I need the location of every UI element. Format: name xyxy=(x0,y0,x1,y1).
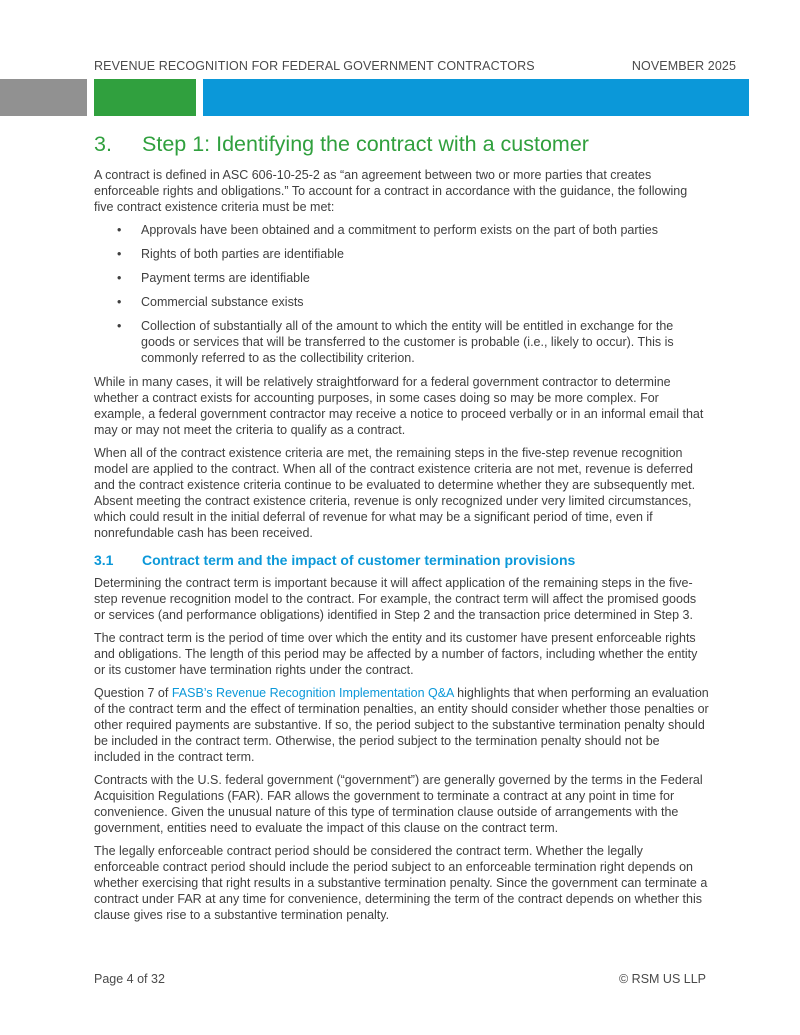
document-date: NOVEMBER 2025 xyxy=(631,59,736,73)
paragraph: Determining the contract term is important because it will affect application of the remaining steps in the five-step revenue recognition model to the contract. For example, the contract term will affect the promised goods or services (and performance obligations) identified in Step 2 and the transaction price determined in Step 3. xyxy=(94,576,697,622)
page-footer xyxy=(94,972,706,986)
subsection-number: 3.1 xyxy=(94,552,114,568)
section-title: Step 1: Identifying the contract with a customer xyxy=(142,132,589,156)
section-intro: A contract is defined in ASC 606-10-25-2 as “an agreement between two or more parties that creates enforceable rights and obligations.” To account for a contract in accordance with the guidance, the following five contract existence criteria must be met: xyxy=(94,168,688,214)
paragraph: The legally enforceable contract period should be considered the contract term. Whether the legally enforceable contract period should include the period subject to an enforceable termination right depends on whether exercising that right results in a substantive termination penalty. Since the government can terminate a contract under FAR at any time for convenience, determining the term of the contract depends on whether this clause gives rise to a substantive termination penalty. xyxy=(94,844,708,922)
paragraph: When all of the contract existence criteria are met, the remaining steps in the five-step revenue recognition model are applied to the contract. When all of the contract existence criteria are not met, revenue is deferred and the contract existence criteria continue to be evaluated to determine whether they are subsequently met. Absent meeting the contract existence criteria, revenue is only recognized under very limited circumstances, which could result in the initial deferral of revenue for what may be a significant period of time, even if nonrefundable cash has been received. xyxy=(94,446,696,540)
criteria-item: • Collection of substantially all of the amount to which the entity will be entitled in exchange for the goods or services that will be transferred to the customer is probable (i.e., likely to occur). This is commonly referred to as the collectibility criterion. xyxy=(94,318,709,366)
fasb-qa-link[interactable]: FASB’s Revenue Recognition Implementation Q&A xyxy=(171,686,454,700)
paragraph-text: highlights that when performing an evaluation of the contract term and the effect of termination penalties, an entity should consider whether those penalties or other required payments are substantive. If so, the period subject to the substantive termination penalty should be included in the contract term. Otherwise, the period subject to the termination penalty should not be included in the contract term. xyxy=(94,686,709,764)
page-number: Page 4 of 32 xyxy=(94,972,165,986)
criteria-item: • Rights of both parties are identifiable xyxy=(94,246,709,262)
section-number: 3. xyxy=(94,132,112,156)
criteria-item: • Commercial substance exists xyxy=(94,294,709,310)
running-header xyxy=(94,59,736,73)
gray-color-band xyxy=(0,79,87,116)
paragraph: Contracts with the U.S. federal government (“government”) are generally governed by the terms in the Federal Acquisition Regulations (FAR). FAR allows the government to terminate a contract at any point in time for convenience. Given the unusual nature of this type of termination clause outside of arrangements with the government, entities need to evaluate the impact of this clause on the contract term. xyxy=(94,773,703,835)
copyright: © RSM US LLP xyxy=(618,972,706,986)
page-content xyxy=(94,131,709,930)
paragraph-text: Question 7 of xyxy=(94,686,172,700)
blue-color-band xyxy=(203,79,749,116)
paragraph: The contract term is the period of time over which the entity and its customer have present enforceable rights and obligations. The length of this period may be affected by a number of factors, including whether the entity or its customer have termination rights under the contract. xyxy=(94,631,698,677)
criteria-item: • Approvals have been obtained and a commitment to perform exists on the part of both parties xyxy=(94,222,709,238)
subsection-heading xyxy=(94,551,709,569)
criteria-list xyxy=(94,222,709,366)
document-title: REVENUE RECOGNITION FOR FEDERAL GOVERNMENT CONTRACTORS xyxy=(94,59,535,73)
paragraph: While in many cases, it will be relatively straightforward for a federal government contractor to determine whether a contract exists for accounting purposes, in some cases doing so may be more complex. For example, a federal government contractor may receive a notice to proceed verbally or in an informal email that may or may not meet the criteria to qualify as a contract. xyxy=(94,375,704,437)
subsection-title: Contract term and the impact of customer termination provisions xyxy=(142,552,576,568)
section-heading xyxy=(94,131,709,157)
criteria-item: • Payment terms are identifiable xyxy=(94,270,709,286)
paragraph xyxy=(94,685,709,765)
green-color-band xyxy=(94,79,196,116)
